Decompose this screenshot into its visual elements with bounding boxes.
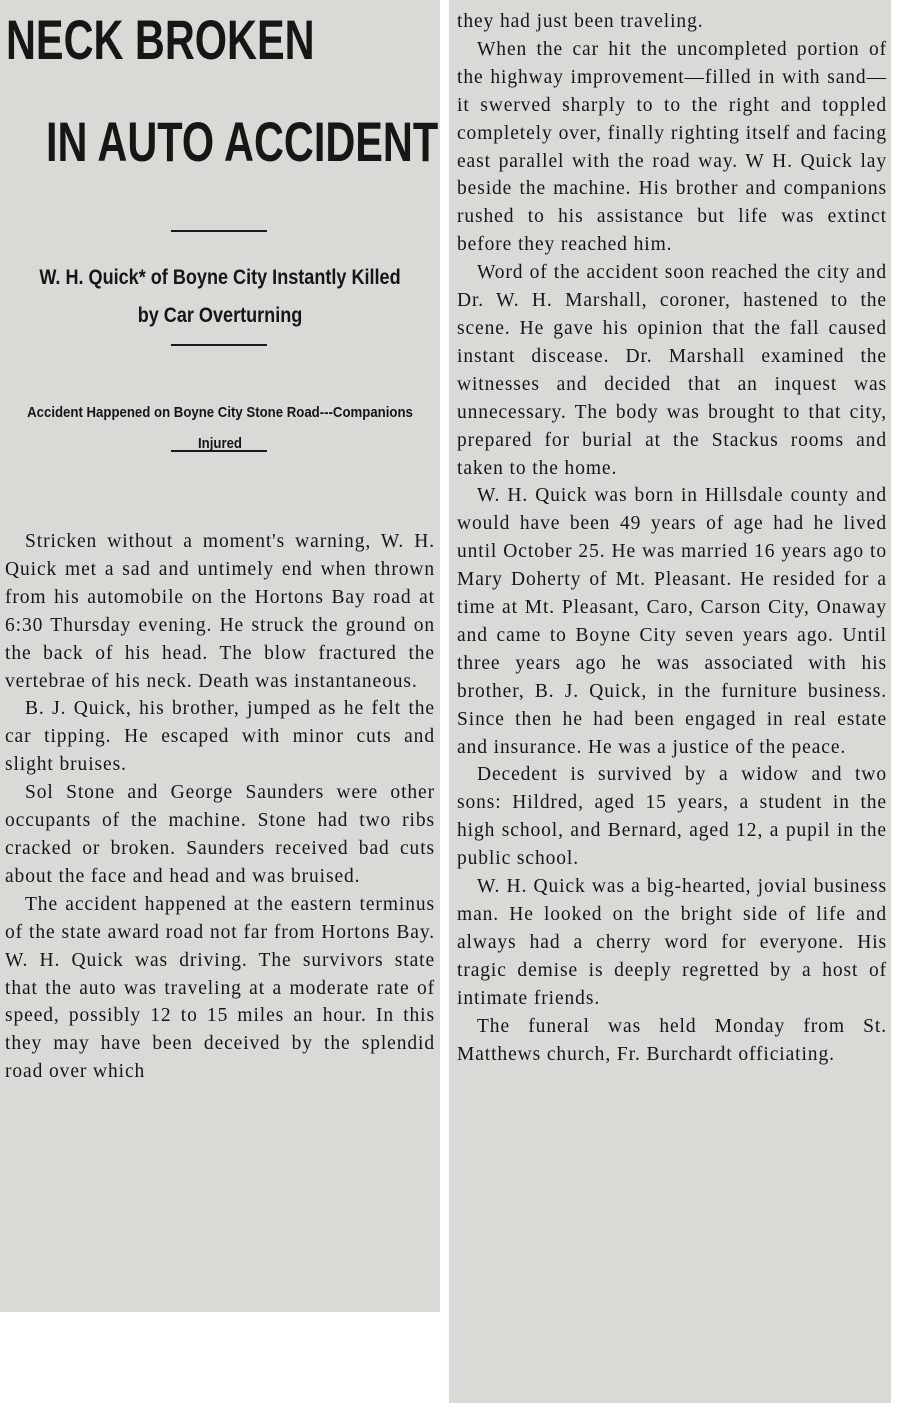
article-paragraph: W. H. Quick was a big-hearted, jovial business man. He looked on the bright side of life and always had a cherry word for everyone. His tragic demise is deeply regretted by a host of intimate friends. [457, 876, 887, 1009]
article-paragraph: Word of the accident soon reached the city and Dr. W. H. Marshall, coroner, hastened to the scene. He gave his opinion that the fall caused instant discease. Dr. Marshall examined the witnesses and decided that an inquest was unnecessary. The body was brought to that city, prepared for burial at the Stackus rooms and taken to the home. [457, 262, 887, 479]
divider-rule [171, 344, 267, 346]
subheadline-deck-1: W. H. Quick* of Boyne City Instantly Killed by Car Overturning [39, 266, 401, 327]
article-paragraph: Stricken without a moment's warning, W. H. Quick met a sad and untimely end when thrown from his automobile on the Hortons Bay road at 6:30 Thursday evening. He struck the ground on the back of his head. The blow fractured the vertebrae of his neck. Death was instantaneous. [5, 531, 435, 692]
article-paragraph: When the car hit the uncompleted portion of the highway improvement—filled in with sand—it swerved sharply to to the right and toppled completely over, finally righting itself and facing east parallel with the road way. W H. Quick lay beside the machine. His brother and companions rushed to his assistance but life was extinct before they reached him. [457, 38, 887, 256]
headline-line-2: IN AUTO ACCIDENT [46, 110, 439, 173]
article-paragraph: they had just been traveling. [457, 11, 704, 32]
article-body-left [5, 528, 435, 1086]
article-paragraph: B. J. Quick, his brother, jumped as he felt the car tipping. He escaped with minor cuts and slight bruises. [5, 698, 435, 776]
article-paragraph: W. H. Quick was born in Hillsdale county and would have been 49 years of age had he lived until October 25. He was married 16 years ago to Mary Doherty of Mt. Pleasant. He resided for a time at Mt. Pleasant, Caro, Carson City, Onaway and came to Boyne City seven years ago. Until three years ago he was associated with his brother, B. J. Quick, in the furniture business. Since then he had been engaged in real estate and insurance. He was a justice of the peace. [457, 485, 887, 758]
article-body-right [457, 8, 887, 1068]
headline-line-1: NECK BROKEN [6, 8, 315, 71]
article-paragraph: Sol Stone and George Saunders were other occupants of the machine. Stone had two ribs cracked or broken. Saunders received bad cuts about the face and head and was bruised. [5, 782, 435, 887]
article-paragraph: Decedent is survived by a widow and two sons: Hildred, aged 15 years, a student in the high school, and Bernard, aged 12, a pupil in the public school. [457, 764, 887, 870]
left-column [0, 0, 440, 1312]
right-column [449, 0, 891, 1403]
divider-rule [171, 230, 267, 232]
article-paragraph: The funeral was held Monday from St. Matthews church, Fr. Burchardt officiating. [457, 1015, 887, 1065]
article-paragraph: The accident happened at the eastern terminus of the state award road not far from Hortons Bay. W. H. Quick was driving. The survivors state that the auto was traveling at a moderate rate of speed, possibly 12 to 15 miles an hour. In this they may have been deceived by the splendid road over which [5, 893, 435, 1083]
subheadline-deck-2: Accident Happened on Boyne City Stone Road---Companions Injured [27, 404, 413, 452]
